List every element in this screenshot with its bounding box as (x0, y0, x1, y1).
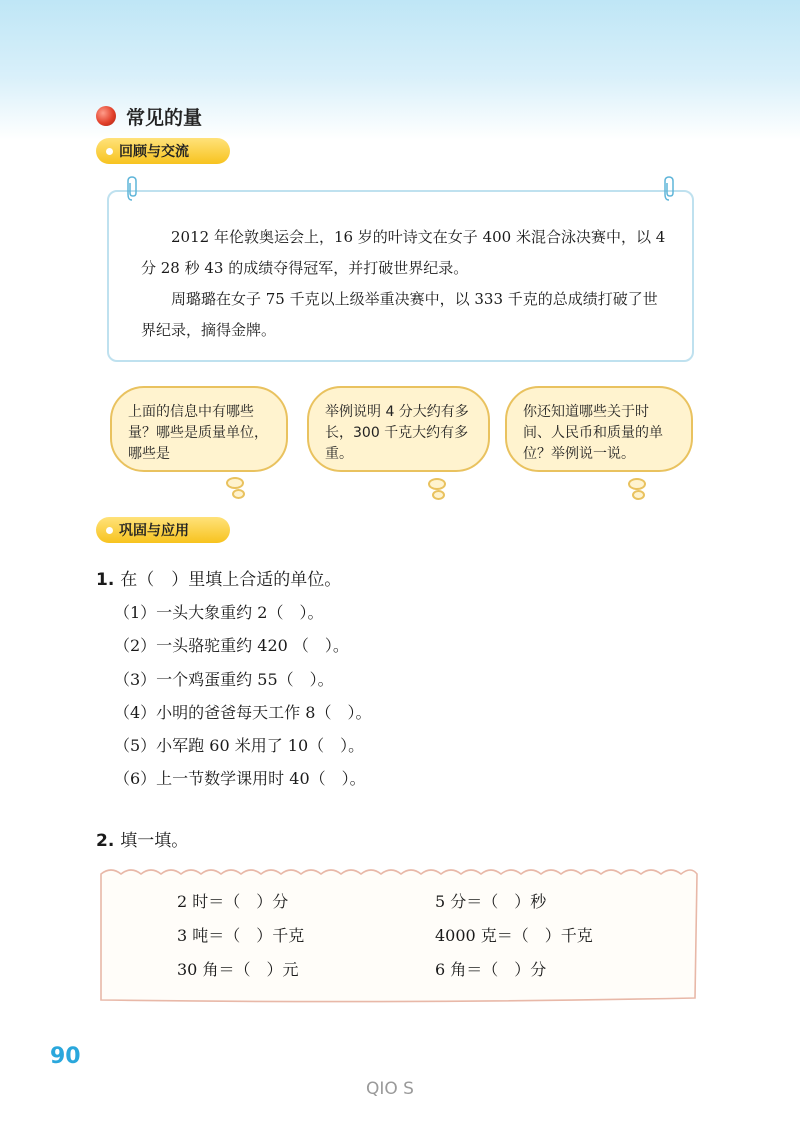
review-tag-label: 回顾与交流 (119, 144, 189, 160)
bubble-tail (428, 478, 446, 490)
paper-clip-icon (127, 176, 137, 202)
watermark-text: QIO S (366, 1079, 414, 1099)
bubble-tail (632, 490, 645, 500)
olympic-swimming-paragraph: 2012 年伦敦奥运会上，16 岁的叶诗文在女子 400 米混合泳决赛中，以 4 分 28 秒 43 的成绩夺得冠军，并打破世界纪录。 (141, 228, 666, 277)
bubble-tail (628, 478, 646, 490)
question-item: （4）小明的爸爸每天工作 8（ ）。 (114, 702, 372, 722)
question-number: 2. (96, 831, 115, 851)
thought-bubble-text: 上面的信息中有哪些量？哪些是质量单位，哪些是 (128, 404, 268, 462)
tag-dot-icon (106, 148, 113, 155)
thought-bubble-text: 举例说明 4 分大约有多长，300 千克大约有多重。 (325, 404, 469, 462)
paper-clip-icon (664, 176, 674, 202)
thought-bubble-3 (505, 386, 693, 472)
section-title-text: 常见的量 (126, 106, 203, 129)
review-tag (96, 138, 230, 164)
thought-bubble-2 (307, 386, 490, 472)
practice-tag-label: 巩固与应用 (119, 523, 189, 539)
question-item: （5）小军跑 60 米用了 10（ ）。 (114, 736, 365, 756)
practice-tag (96, 517, 230, 543)
question-text: 在（ ）里填上合适的单位。 (120, 570, 342, 590)
bubble-tail (226, 477, 244, 489)
question-1-items (114, 598, 371, 798)
page-number: 90 (50, 1044, 81, 1069)
thought-bubble-text: 你还知道哪些关于时间、人民币和质量的单位？举例说一说。 (523, 404, 663, 462)
question-item: （1）一头大象重约 2（ ）。 (114, 603, 324, 622)
fill-in-item: 30 角＝（ ）元 (177, 960, 299, 979)
fill-in-item: 6 角＝（ ）分 (435, 960, 547, 979)
section-title (96, 102, 202, 130)
red-bullet-icon (96, 106, 116, 126)
question-item: （6）上一节数学课用时 40（ ）。 (114, 769, 366, 789)
fill-in-grid (177, 886, 657, 986)
question-number: 1. (96, 570, 115, 590)
weightlifting-paragraph: 周璐璐在女子 75 千克以上级举重决赛中，以 333 千克的总成绩打破了世界纪录，摘得金牌。 (141, 290, 658, 339)
question-item: （3）一个鸡蛋重约 55（ ）。 (114, 669, 334, 689)
fill-in-item: 3 吨＝（ ）千克 (177, 926, 305, 945)
question-2-title (96, 826, 188, 851)
fill-in-card (97, 864, 700, 1004)
question-item: （2）一头骆驼重约 420 （ ）。 (114, 636, 349, 656)
tag-dot-icon (106, 527, 113, 534)
bubble-tail (232, 489, 245, 499)
bubble-tail (432, 490, 445, 500)
fill-in-item: 2 时＝（ ）分 (177, 892, 289, 911)
fill-in-item: 5 分＝（ ）秒 (435, 892, 547, 911)
review-note-box (107, 190, 694, 362)
thought-bubble-1 (110, 386, 288, 472)
question-text: 填一填。 (120, 831, 189, 851)
fill-in-item: 4000 克＝（ ）千克 (435, 926, 593, 945)
question-1-title (96, 565, 341, 590)
